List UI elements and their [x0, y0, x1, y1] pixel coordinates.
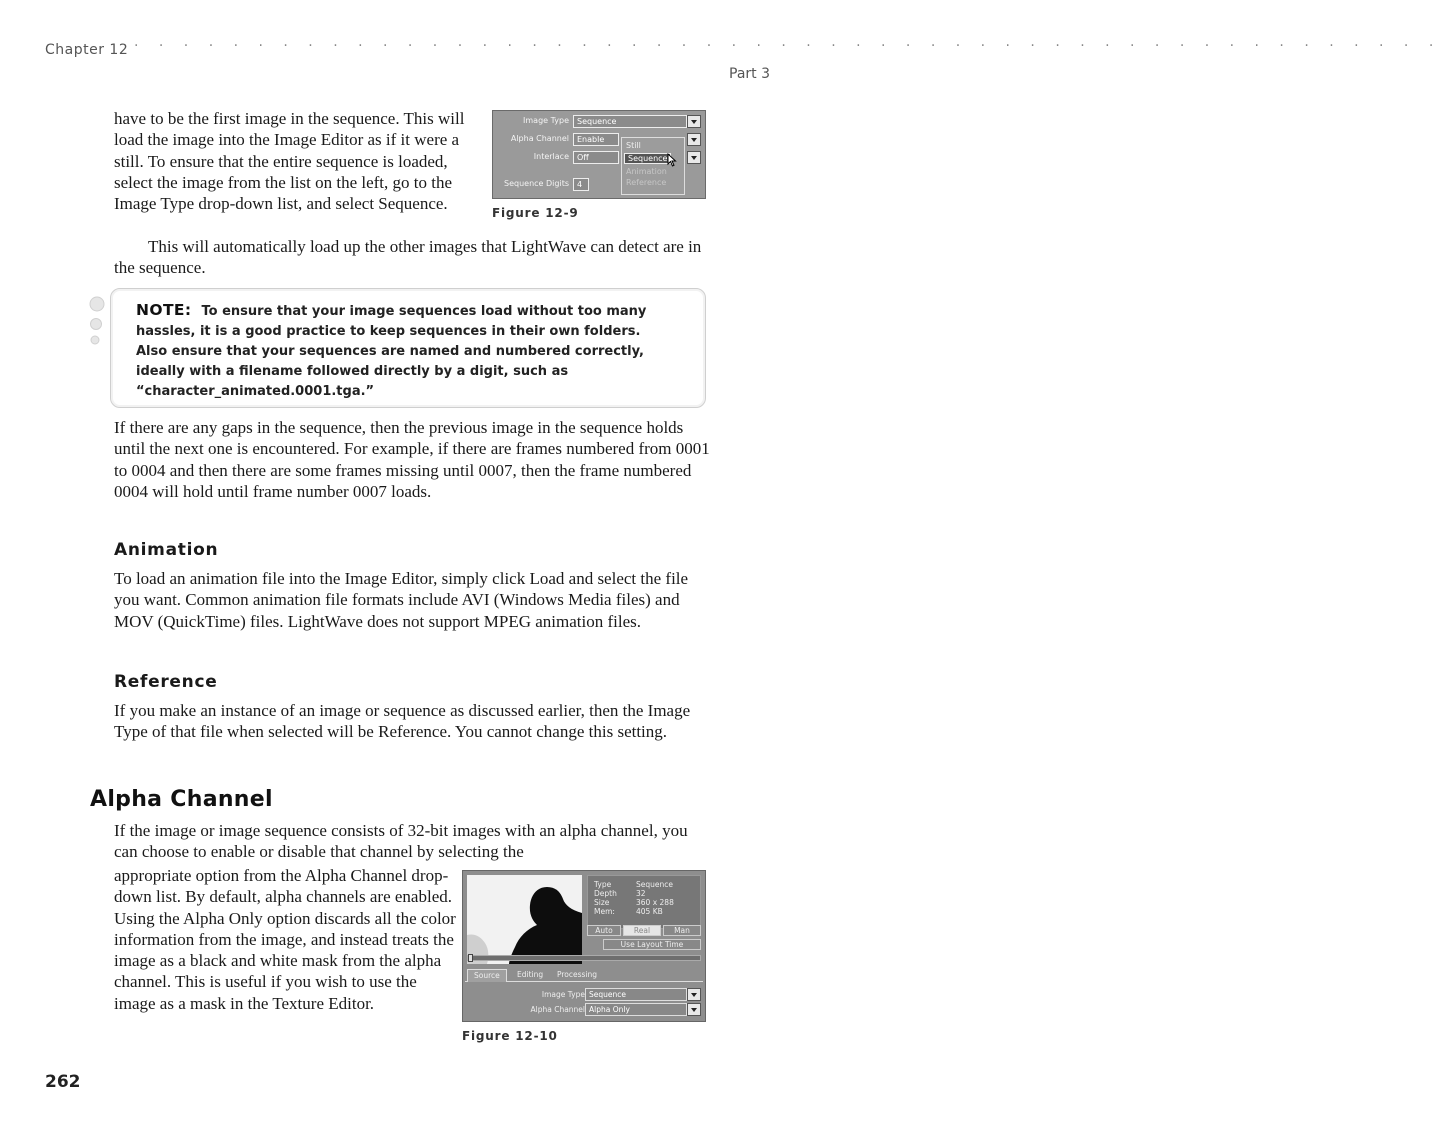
image-info-panel	[587, 875, 701, 929]
menu-option-still[interactable]: Still	[626, 141, 641, 150]
info-size-value: 360 x 288	[636, 898, 674, 907]
alpha-channel-select-2[interactable]: Alpha Only	[585, 1003, 687, 1016]
tab-source[interactable]: Source	[467, 969, 507, 982]
figure-12-9-image-type-panel	[492, 110, 706, 199]
frame-slider-handle[interactable]	[468, 954, 473, 962]
running-header-chapter: Chapter 12	[45, 42, 129, 58]
alpha-channel-paragraph-wrapped: appropriate option from the Alpha Channel drop-down list. By default, alpha channels are enabled. Using the Alpha Only option discards all the color information from the image, and instead treats the image as a black and white mask from the alpha channel. This is useful if you wish to use the image as a mask in the Texture Editor.	[114, 866, 456, 1013]
alpha-channel-select[interactable]: Enable	[573, 133, 619, 146]
image-type-select[interactable]: Sequence	[573, 115, 687, 128]
animation-heading: Animation	[114, 540, 219, 560]
image-type-dropdown-icon-2[interactable]	[687, 988, 701, 1001]
image-type-select-2[interactable]: Sequence	[585, 988, 687, 1001]
image-type-label-2: Image Type	[541, 990, 585, 999]
interlace-dropdown-icon[interactable]	[687, 151, 701, 164]
auto-button[interactable]: Auto	[587, 925, 621, 936]
info-type-value: Sequence	[636, 880, 673, 889]
alpha-channel-label: Alpha Channel	[510, 134, 569, 143]
frame-slider[interactable]	[467, 955, 701, 961]
alpha-channel-heading: Alpha Channel	[90, 787, 273, 812]
gaps-paragraph: If there are any gaps in the sequence, then the previous image in the sequence holds until the next one is encountered. For example, if there are frames numbered from 0001 to 0004 and then there are some frames missing until 0007, then the frame numbered 0004 will hold until frame number 0007 loads.	[114, 418, 710, 501]
tab-editing[interactable]: Editing	[517, 970, 544, 979]
reference-heading: Reference	[114, 672, 218, 692]
image-type-dropdown-menu	[621, 137, 685, 195]
info-mem-value: 405 KB	[636, 907, 663, 916]
info-type-key: Type	[594, 880, 612, 889]
tab-processing[interactable]: Processing	[557, 970, 598, 979]
sequence-digits-label: Sequence Digits	[504, 179, 569, 188]
running-header-dots: · · · · · · · · · · · · · · · · · · · · · · · · · · · · · · · · · · · · · · · · · · · · · · · · · · · · ·	[134, 38, 1441, 54]
figure-12-10-image-editor-panel	[462, 870, 706, 1022]
menu-option-sequence[interactable]: Sequence	[624, 153, 671, 164]
alpha-channel-dropdown-icon[interactable]	[687, 133, 701, 146]
alpha-channel-label-2: Alpha Channel	[530, 1005, 585, 1014]
man-button[interactable]: Man	[663, 925, 701, 936]
info-depth-value: 32	[636, 889, 646, 898]
info-mem-key: Mem:	[594, 907, 615, 916]
note-label: NOTE:	[136, 301, 192, 319]
alpha-mask-preview-image	[467, 875, 582, 964]
reference-paragraph: If you make an instance of an image or sequence as discussed earlier, then the Image Type of that file when selected will be Reference. You cannot change this setting.	[114, 701, 691, 742]
image-type-dropdown-icon[interactable]	[687, 115, 701, 128]
editor-tabs	[465, 967, 703, 982]
alpha-channel-dropdown-icon-2[interactable]	[687, 1003, 701, 1016]
mouse-cursor-icon	[667, 153, 677, 167]
intro-paragraph: have to be the first image in the sequence. This will load the image into the Image Editor as if it were a still. To ensure that the entire sequence is loaded, select the image from the list on the left, go to the Image Type drop-down list, and select Sequence.	[114, 109, 465, 214]
note-text: To ensure that your image sequences load without too many hassles, it is a good practice to keep sequences in their own folders. Also ensure that your sequences are named and numbered correctly, ideally with a filename followed directly by a digit, such as “character_animated.0001.tga.”	[136, 304, 647, 399]
image-type-row	[493, 114, 705, 132]
real-button[interactable]: Real	[623, 925, 661, 936]
use-layout-time-button[interactable]: Use Layout Time	[603, 939, 701, 950]
interlace-select[interactable]: Off	[573, 151, 619, 164]
figure-12-10-caption: Figure 12-10	[462, 1029, 558, 1043]
image-type-label: Image Type	[523, 116, 569, 125]
page-number: 262	[45, 1072, 81, 1092]
menu-option-reference[interactable]: Reference	[626, 178, 667, 187]
note-content	[136, 300, 656, 402]
menu-option-animation[interactable]: Animation	[626, 167, 667, 176]
intro-continuation-paragraph: This will automatically load up the other images that LightWave can detect are in the sequence.	[114, 237, 702, 278]
running-header-part: Part 3	[729, 66, 770, 82]
animation-paragraph: To load an animation file into the Image Editor, simply click Load and select the file you want. Common animation file formats include AVI (Windows Media files) and MOV (QuickTime) files. LightWave does not support MPEG animation files.	[114, 569, 689, 631]
sequence-digits-field[interactable]: 4	[573, 178, 589, 191]
alpha-channel-paragraph-full: If the image or image sequence consists of 32-bit images with an alpha channel, you can choose to enable or disable that channel by selecting the	[114, 821, 688, 862]
info-size-key: Size	[594, 898, 610, 907]
info-depth-key: Depth	[594, 889, 617, 898]
figure-12-9-caption: Figure 12-9	[492, 206, 579, 220]
silhouette-mask-icon	[467, 875, 582, 964]
note-dots-icon	[86, 296, 108, 346]
interlace-label: Interlace	[533, 152, 569, 161]
